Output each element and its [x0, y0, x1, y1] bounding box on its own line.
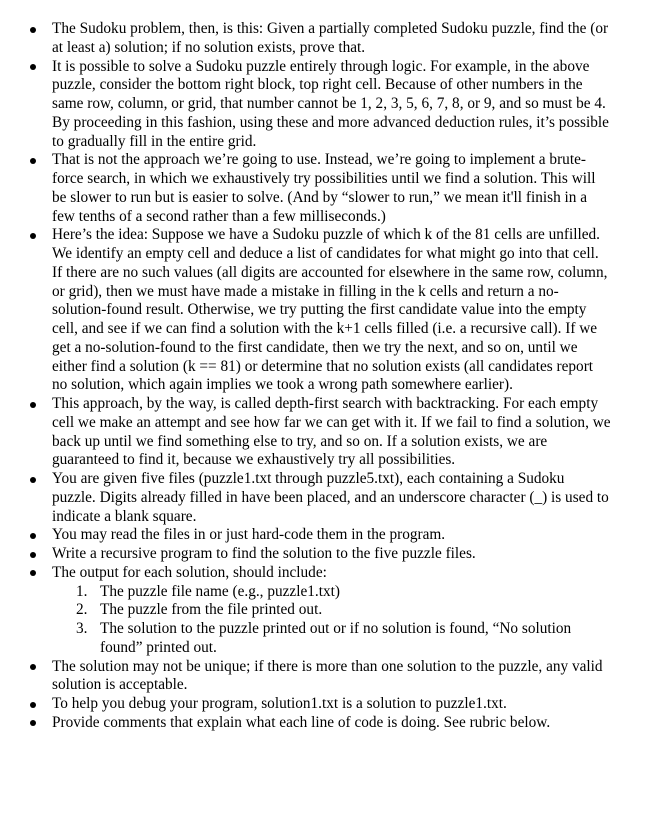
- item-text: The puzzle file name (e.g., puzzle1.txt): [100, 582, 340, 600]
- list-item: [52, 395, 612, 470]
- numbered-item: [76, 620, 612, 658]
- list-item: [52, 151, 612, 226]
- list-item: [52, 226, 612, 395]
- bullet-text: The output for each solution, should include:: [52, 563, 327, 581]
- bullet-icon: [30, 664, 36, 670]
- list-item: [52, 526, 612, 545]
- bullet-icon: [30, 533, 36, 539]
- output-requirements-list: [52, 583, 612, 658]
- list-item: [52, 658, 612, 696]
- bullet-text: Provide comments that explain what each line of code is doing. See rubric below.: [52, 713, 551, 731]
- bullet-text: The Sudoku problem, then, is this: Given a partially completed Sudoku puzzle, find the (or at least a) solution; if no solution exists, prove that.: [52, 20, 609, 56]
- bullet-text: The solution may not be unique; if there is more than one solution to the puzzle, any valid solution is acceptable.: [52, 657, 603, 694]
- list-item: [52, 564, 612, 658]
- bullet-text: You may read the files in or just hard-code them in the program.: [52, 526, 446, 544]
- requirements-list: [52, 20, 612, 733]
- bullet-text: You are given five files (puzzle1.txt through puzzle5.txt), each containing a Sudoku puzzle. Digits already filled in have been placed, and an underscore character (_) is used to indicate a blank square.: [52, 470, 609, 525]
- bullet-text: It is possible to solve a Sudoku puzzle entirely through logic. For example, in the above puzzle, consider the bottom right block, top right cell. Because of other numbers in the same row, column, or grid, that number cannot be 1, 2, 3, 5, 6, 7, 8, or 9, and so must be 4. By proceeding in this fashion, using these and more advanced deduction rules, it’s possible to gradually fill in the entire grid.: [52, 57, 609, 150]
- bullet-icon: [30, 158, 36, 164]
- item-number: 2.: [76, 601, 88, 619]
- list-item: [52, 20, 612, 58]
- list-item: [52, 714, 612, 733]
- bullet-text: Here’s the idea: Suppose we have a Sudoku puzzle of which k of the 81 cells are unfilled. We identify an empty cell and deduce a list of candidates for what might go into that cell. If there are no such values (all digits are accounted for elsewhere in the same row, column, or grid), then we must have made a mistake in filling in the k cells and return a no-solution-found result. Otherwise, we try putting the first candidate value into the empty cell, and see if we can find a solution with the k+1 cells filled (i.e. a recursive call). If we get a no-solution-found to the first candidate, then we try the next, and so on, until we either find a solution (k == 81) or determine that no solution exists (all candidates report no solution, which again implies we took a wrong path somewhere earlier).: [52, 226, 608, 394]
- bullet-icon: [30, 402, 36, 408]
- bullet-text: That is not the approach we’re going to use. Instead, we’re going to implement a brute-force search, in which we exhaustively try possibilities until we find a solution. This will be slower to run but is easier to solve. (And by “slower to run,” we mean it'll finish in a few tenths of a second rather than a few milliseconds.): [52, 151, 596, 225]
- numbered-item: [76, 601, 612, 620]
- bullet-text: To help you debug your program, solution1.txt is a solution to puzzle1.txt.: [52, 695, 507, 712]
- bullet-icon: [30, 477, 36, 483]
- bullet-icon: [30, 720, 36, 726]
- item-number: 1.: [76, 582, 88, 600]
- bullet-icon: [30, 64, 36, 70]
- numbered-item: [76, 582, 612, 602]
- list-item: [52, 470, 612, 526]
- bullet-icon: [30, 233, 36, 239]
- bullet-text: Write a recursive program to find the solution to the five puzzle files.: [52, 545, 476, 562]
- bullet-icon: [30, 27, 36, 33]
- item-text: The solution to the puzzle printed out or if no solution is found, “No solution found” printed out.: [100, 620, 572, 656]
- list-item: [52, 545, 612, 564]
- item-text: The puzzle from the file printed out.: [100, 601, 323, 619]
- bullet-icon: [30, 552, 36, 558]
- bullet-icon: [30, 702, 36, 708]
- list-item: [52, 58, 612, 152]
- bullet-icon: [30, 570, 36, 576]
- bullet-text: This approach, by the way, is called depth-first search with backtracking. For each empty cell we make an attempt and see how far we can get with it. If we fail to find a solution, we back up until we find something else to try, and so on. If a solution exists, we are guaranteed to find it, because we exhaustively try all possibilities.: [52, 395, 611, 469]
- list-item: [52, 695, 612, 714]
- item-number: 3.: [76, 620, 88, 637]
